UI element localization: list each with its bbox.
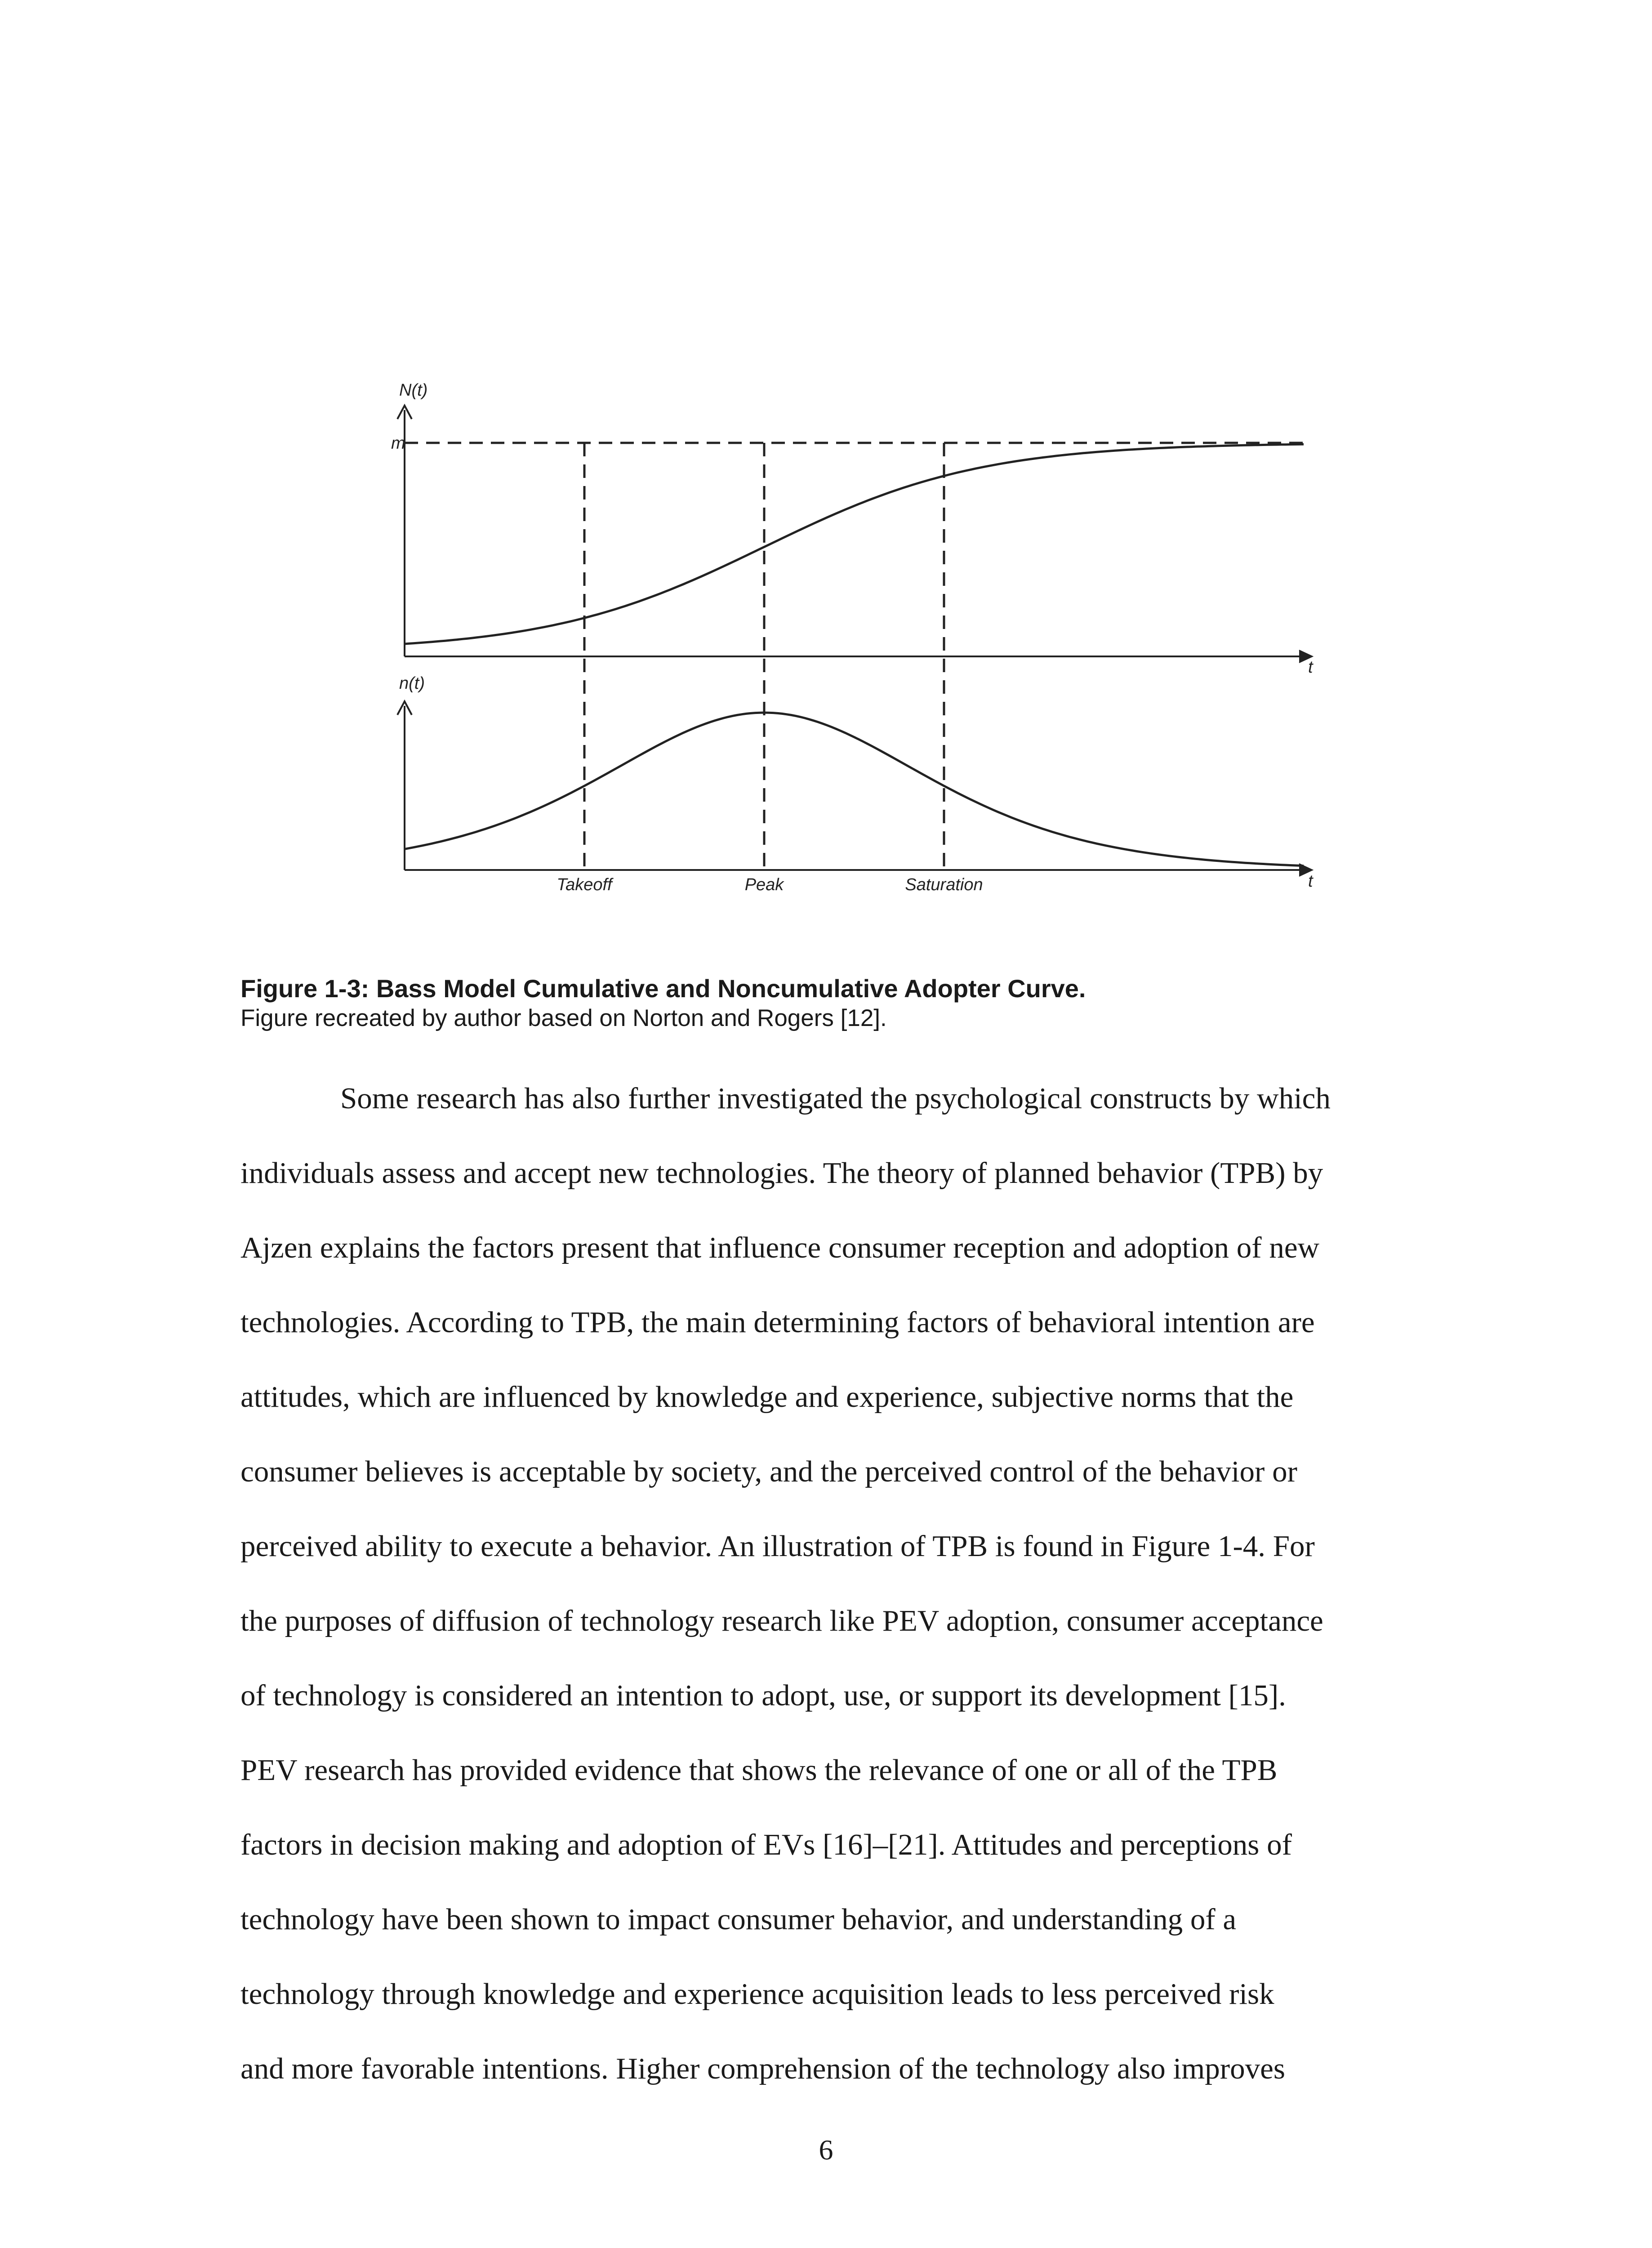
figure-caption [240,973,1454,1033]
text-line: the purposes of diffusion of technology research like PEV adoption, consumer acceptance [240,1604,1323,1637]
text-line: technologies. According to TPB, the main determining factors of behavioral intention are [240,1306,1315,1339]
takeoff-label: Takeoff [557,875,612,894]
page-number: 6 [819,2134,833,2166]
text-line: individuals assess and accept new technologies. The theory of planned behavior (TPB) by [240,1156,1323,1190]
body-paragraph [240,1061,1418,2106]
noncumulative-adopter-curve [405,713,1304,866]
text-line: technology through knowledge and experience acquisition leads to less perceived risk [240,1977,1274,2011]
text-line: factors in decision making and adoption of EVs [16]–[21]. Attitudes and perceptions of [240,1828,1292,1861]
text-line: Some research has also further investigated the psychological constructs by which [340,1082,1331,1115]
bottom-y-axis-label: n(t) [399,674,425,693]
text-line: attitudes, which are influenced by knowledge and experience, subjective norms that the [240,1380,1294,1414]
peak-label: Peak [744,875,784,894]
ceiling-label: m [391,434,405,453]
text-line: perceived ability to execute a behavior. An illustration of TPB is found in Figure 1-4. For [240,1530,1315,1563]
top-x-axis-label: t [1308,658,1313,677]
bass-model-diagram [382,369,1335,908]
text-line: of technology is considered an intention to adopt, use, or support its development [15]. [240,1679,1286,1712]
text-line: PEV research has provided evidence that shows the relevance of one or all of the TPB [240,1753,1278,1787]
saturation-label: Saturation [905,875,983,894]
caption-credit: Figure recreated by author based on Norton and Rogers [12]. [240,1005,887,1031]
bass-model-figure [382,369,1335,908]
text-line: Ajzen explains the factors present that influence consumer reception and adoption of new [240,1231,1319,1264]
top-y-axis-label: N(t) [399,381,428,400]
caption-title: Figure 1-3: Bass Model Cumulative and Noncumulative Adopter Curve. [240,974,1086,1003]
bottom-x-axis-label: t [1308,872,1313,891]
text-line: consumer believes is acceptable by society, and the perceived control of the behavior or [240,1455,1297,1488]
cumulative-adopter-curve [405,444,1304,644]
text-line: and more favorable intentions. Higher comprehension of the technology also improves [240,2052,1285,2085]
text-line: technology have been shown to impact consumer behavior, and understanding of a [240,1903,1237,1936]
